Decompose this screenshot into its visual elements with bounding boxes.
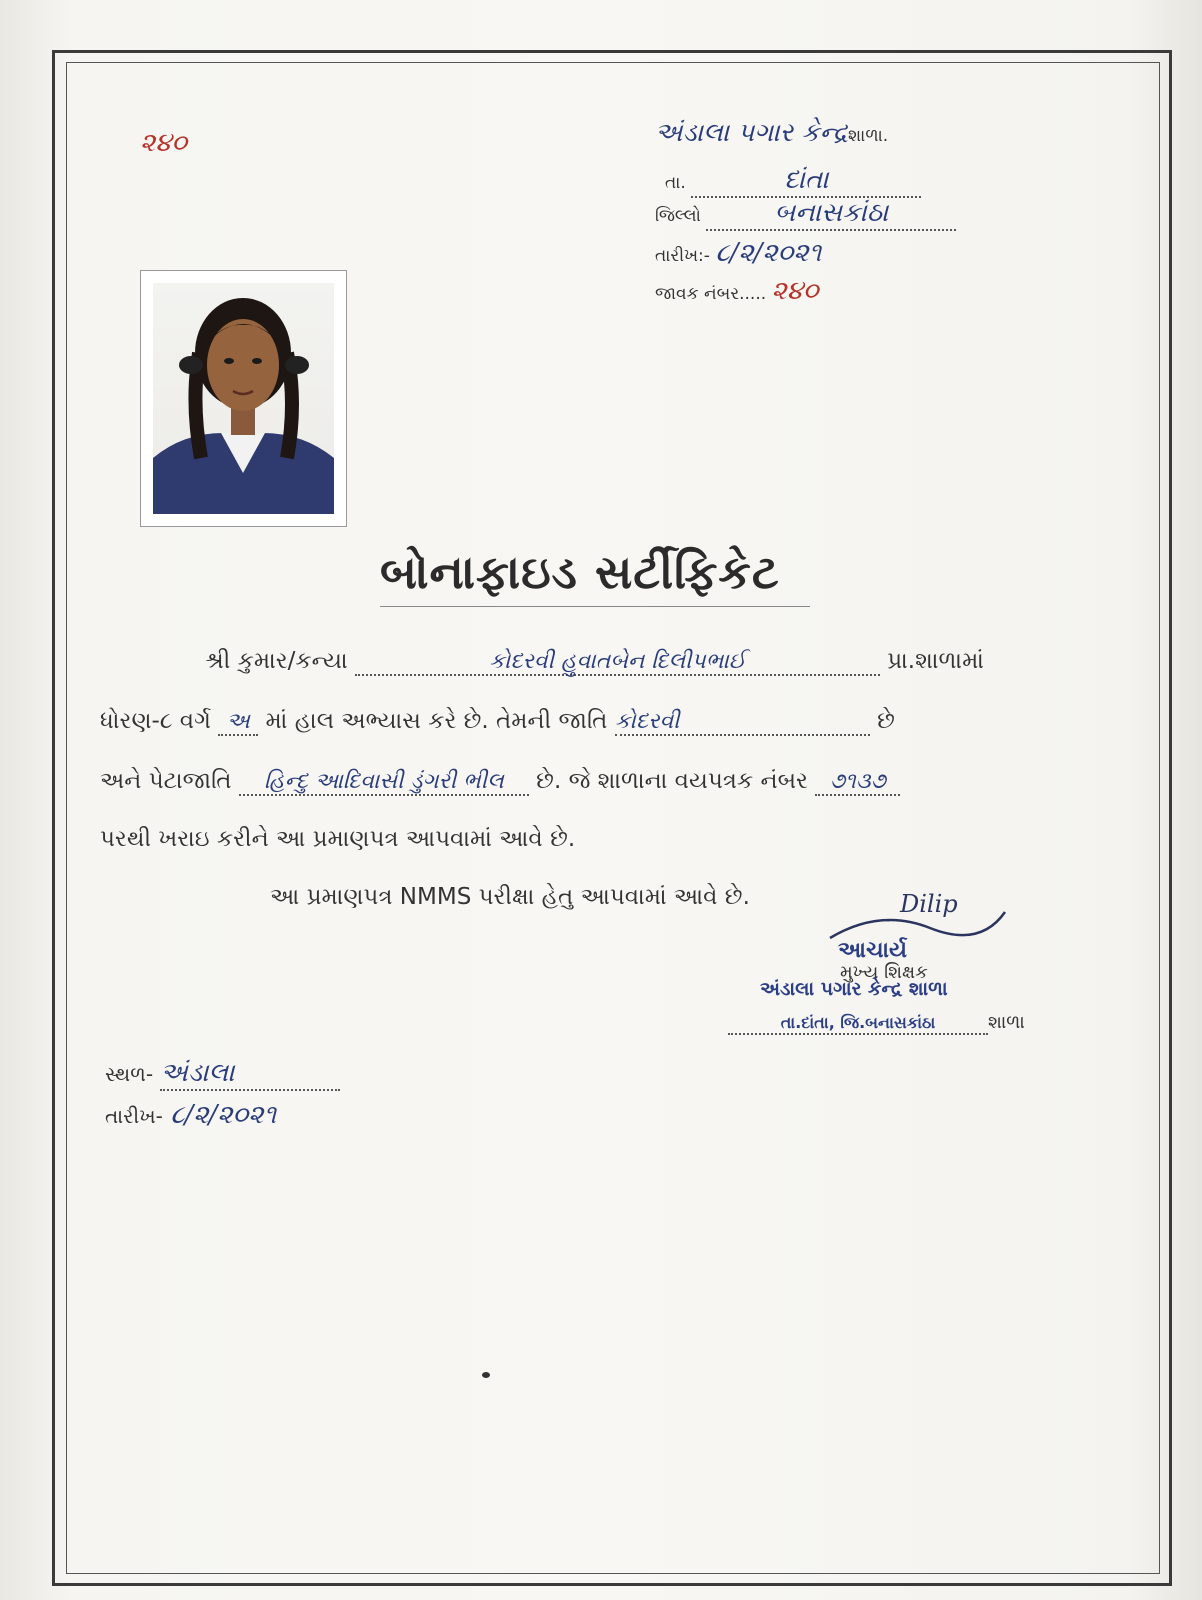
line2-suffix: છે <box>877 708 895 734</box>
line2-mid: માં હાલ અભ્યાસ કરે છે. તેમની જાતિ <box>265 708 608 734</box>
header-school-suffix: શાળા. <box>848 126 889 146</box>
photo-image <box>153 283 334 514</box>
body-line-3 <box>100 768 900 796</box>
ink-spot <box>482 1372 490 1378</box>
header-school-value: અંડાલા પગાર કેન્દ્ર <box>655 118 849 148</box>
student-photo <box>140 270 347 527</box>
line3-mid: છે. જે શાળાના વયપત્રક નંબર <box>536 768 808 794</box>
header-outward-label: જાવક નંબર..... <box>655 284 767 304</box>
subcaste-value: હિન્દુ આદિવાસી ડુંગરી ભીલ <box>264 769 504 794</box>
footer-date-line <box>105 1100 276 1131</box>
header-district-label: જિલ્લો <box>655 206 701 226</box>
body-line-2 <box>100 708 895 736</box>
signature: Dilip <box>900 890 958 918</box>
header-outward-line <box>655 276 819 307</box>
stamp-location-line <box>728 1012 1025 1035</box>
body-line-5: આ પ્રમાણપત્ર NMMS પરીક્ષા હેતુ આપવામાં આવે છે. <box>270 884 750 910</box>
student-name: કોદરવી હુવાતબેન દિલીપભાઈ <box>489 649 746 674</box>
line3-prefix: અને પેટાજાતિ <box>100 768 232 794</box>
head-teacher-label: મુખ્ય શિક્ષક <box>840 962 928 983</box>
header-district-line <box>655 198 956 231</box>
caste-value: કોદરવી <box>614 709 680 734</box>
place-line <box>105 1058 340 1091</box>
header-date-value: ૮/૨/૨૦૨૧ <box>715 238 822 268</box>
header-date-line <box>655 238 821 269</box>
class-value: અ <box>226 709 250 734</box>
footer-date-value: ૮/૨/૨૦૨૧ <box>170 1100 277 1130</box>
header-taluka-line <box>665 165 921 198</box>
place-value: અંડાલા <box>160 1058 235 1088</box>
place-label: સ્થળ- <box>105 1062 154 1086</box>
body-line-1 <box>205 648 984 676</box>
header-taluka-value: દાંતા <box>783 165 829 195</box>
student-portrait-icon <box>153 283 334 514</box>
header-school-line <box>655 118 888 149</box>
line2-prefix: ધોરણ-૮ વર્ગ <box>100 708 211 734</box>
header-taluka-label: તા. <box>665 173 686 193</box>
stamp-location: તા.દાંતા, જિ.બનાસકાંઠા <box>780 1013 936 1032</box>
register-value: ૭૧૩૭ <box>829 769 886 794</box>
serial-number: ૨૪૦ <box>140 128 188 158</box>
header-district-value: બનાસકાંઠા <box>774 198 889 228</box>
stamp-school-suffix: શાળા <box>988 1012 1025 1033</box>
line1-prefix: શ્રી કુમાર/કન્યા <box>205 648 348 674</box>
header-outward-value: ૨૪૦ <box>771 276 819 306</box>
header-date-label: તારીખ:- <box>655 246 710 266</box>
certificate-title: બોનાફાઇડ સર્ટીફિકેટ <box>380 545 780 599</box>
title-underline <box>380 606 810 607</box>
stamp-title: આચાર્ય <box>838 938 907 963</box>
line1-suffix: પ્રા.શાળામાં <box>887 648 984 674</box>
footer-date-label: તારીખ- <box>105 1104 163 1128</box>
stamp-school: અંડાલા પગાર કેન્દ્ર શાળા <box>760 978 948 1000</box>
body-line-4: પરથી ખરાઇ કરીને આ પ્રમાણપત્ર આપવામાં આવે છે. <box>100 826 576 852</box>
